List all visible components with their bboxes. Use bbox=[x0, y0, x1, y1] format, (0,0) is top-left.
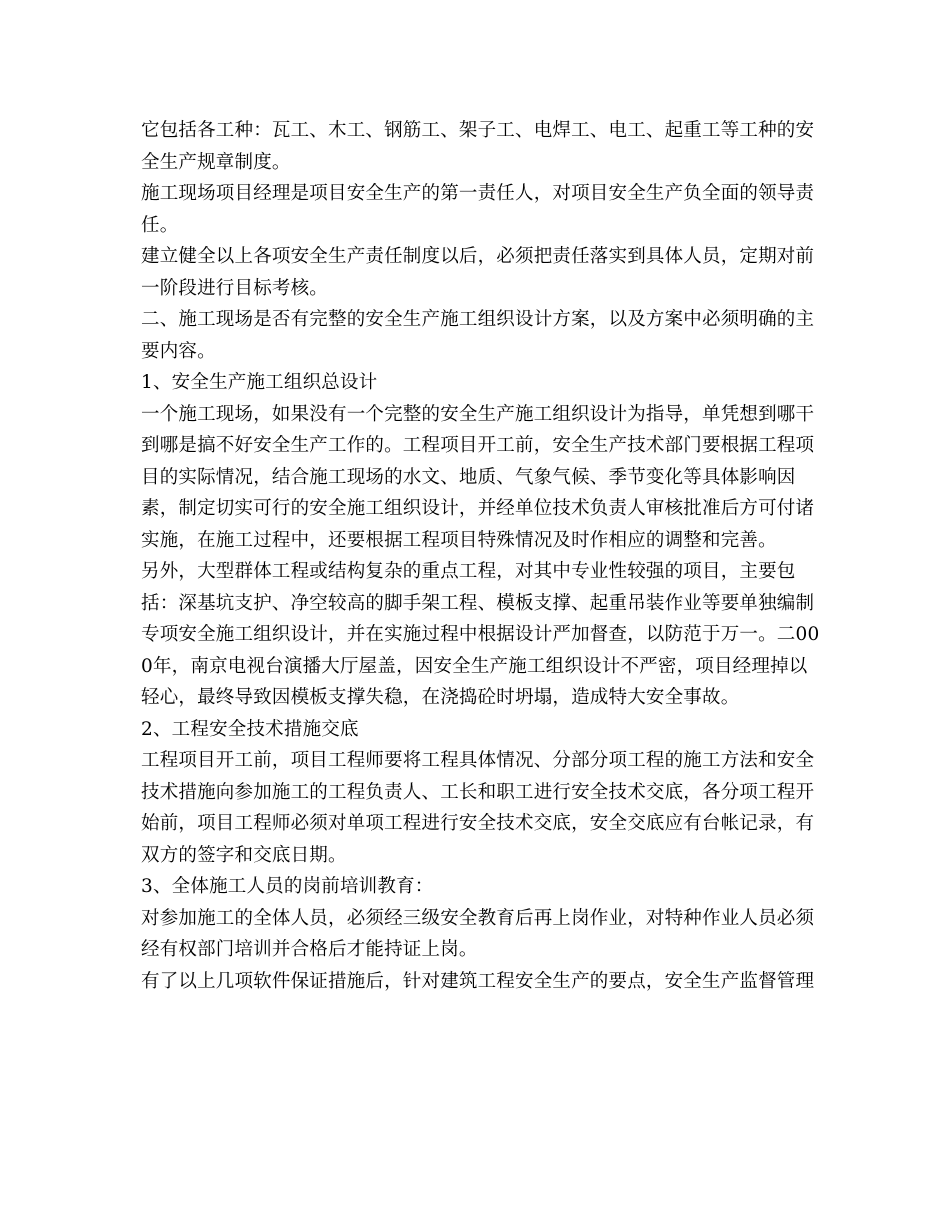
document-body bbox=[141, 115, 821, 997]
para-8: 有了以上几项软件保证措施后，针对建筑工程安全生产的要点，安全生产监督管理 bbox=[141, 970, 815, 992]
para-3: 建立健全以上各项安全生产责任制度以后，必须把责任落实到具体人员，定期对前一阶段进行目标考核。 bbox=[141, 246, 815, 299]
subheading-2: 2、工程安全技术措施交底 bbox=[141, 718, 359, 740]
para-1: 它包括各工种：瓦工、木工、钢筋工、架子工、电焊工、电工、起重工等工种的安全生产规章制度。 bbox=[141, 120, 815, 173]
subheading-1: 1、安全生产施工组织总设计 bbox=[141, 372, 378, 393]
subheading-3: 3、全体施工人员的岗前培训教育： bbox=[141, 876, 434, 897]
para-4: 一个施工现场，如果没有一个完整的安全生产施工组织设计为指导，单凭想到哪干到哪是搞不好安全生产工作的。工程项目开工前，安全生产技术部门要根据工程项目的实际情况，结合施工现场的水文、地质、气象气候、季节变化等具体影响因素，制定切实可行的安全施工组织设计，并经单位技术负责人审核批准后方可付诸实施，在施工过程中，还要根据工程项目特殊情况及时作相应的调整和完善。 bbox=[141, 403, 815, 551]
para-7: 对参加施工的全体人员，必须经三级安全教育后再上岗作业，对特种作业人员必须经有权部门培训并合格后才能持证上岗。 bbox=[141, 907, 815, 960]
section-heading-2: 二、施工现场是否有完整的安全生产施工组织设计方案，以及方案中必须明确的主要内容。 bbox=[141, 309, 815, 362]
para-6: 工程项目开工前，项目工程师要将工程具体情况、分部分项工程的施工方法和安全技术措施向参加施工的工程负责人、工长和职工进行安全技术交底，各分项工程开始前，项目工程师必须对单项工程进行安全技术交底，安全交底应有台帐记录，有双方的签字和交底日期。 bbox=[141, 750, 815, 866]
para-5: 另外，大型群体工程或结构复杂的重点工程，对其中专业性较强的项目，主要包括：深基坑支护、净空较高的脚手架工程、模板支撑、起重吊装作业等要单独编制专项安全施工组织设计，并在实施过程中根据设计严加督查，以防范于万一。二000年，南京电视台演播大厅屋盖，因安全生产施工组织设计不严密，项目经理掉以轻心，最终导致因模板支撑失稳，在浇捣砼时坍塌，造成特大安全事故。 bbox=[141, 561, 820, 708]
para-2: 施工现场项目经理是项目安全生产的第一责任人，对项目安全生产负全面的领导责任。 bbox=[141, 183, 815, 236]
